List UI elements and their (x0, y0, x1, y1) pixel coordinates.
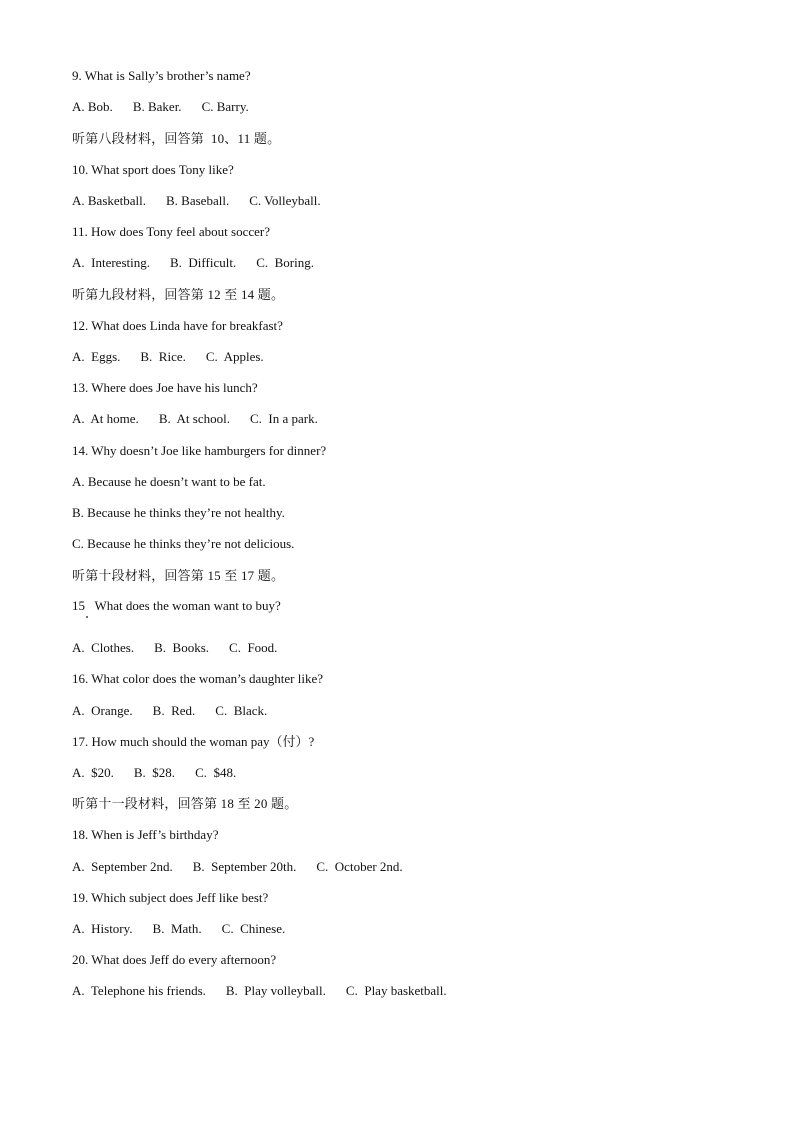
question-text: 11. How does Tony feel about soccer? (72, 224, 271, 239)
question-text: 20. What does Jeff do every afternoon? (72, 952, 277, 967)
answer-option: A. Interesting. (72, 255, 150, 270)
answer-option: B. $28. (133, 765, 176, 780)
answer-option: A. Basketball. (72, 193, 147, 208)
answer-options (72, 703, 267, 719)
answer-options (72, 921, 285, 937)
answer-option: A. At home. (72, 411, 139, 426)
answer-option: C. Boring. (256, 255, 314, 270)
answer-options (72, 640, 277, 656)
answer-option: A. Eggs. (72, 349, 121, 364)
answer-option: B. At school. (158, 411, 230, 426)
answer-options (72, 349, 264, 365)
question-text: 14. Why doesn’t Joe like hamburgers for dinner? (72, 443, 327, 458)
answer-option: A. Telephone his friends. (72, 983, 206, 998)
answer-options (72, 765, 236, 781)
answer-option: B. Baker. (132, 99, 182, 114)
question-text: 18. When is Jeff’s birthday? (72, 827, 219, 842)
question-text: 19. Which subject does Jeff like best? (72, 890, 269, 905)
answer-option: B. Baseball. (166, 193, 230, 208)
answer-option: B. Difficult. (169, 255, 237, 270)
question-text: 13. Where does Joe have his lunch? (72, 380, 258, 395)
answer-option: B. Math. (152, 921, 202, 936)
question-text: B. Because he thinks they’re not healthy. (72, 505, 285, 520)
answer-option: C. $48. (195, 765, 237, 780)
answer-option: C. Chinese. (221, 921, 286, 936)
question-text: 9. What is Sally’s brother’s name? (72, 68, 251, 83)
question-text: 16. What color does the woman’s daughter like? (72, 671, 324, 686)
answer-option: C. Apples. (205, 349, 264, 364)
answer-option: A. Bob. (72, 99, 113, 114)
question-text: 15 What does the woman want to buy? (72, 598, 281, 613)
answer-options (72, 983, 447, 999)
question-text: 10. What sport does Tony like? (72, 162, 234, 177)
answer-options (72, 859, 403, 875)
answer-option: B. Play volleyball. (225, 983, 326, 998)
question-text: C. Because he thinks they’re not delicious. (72, 536, 295, 551)
answer-option: B. Red. (152, 703, 196, 718)
answer-option: A. Orange. (72, 703, 133, 718)
section-heading: 听第八段材料，回答第 10、11 题。 (72, 131, 281, 146)
question-text: A. Because he doesn’t want to be fat. (72, 474, 266, 489)
section-heading: 听第十段材料，回答第 15 至 17 题。 (72, 568, 285, 583)
answer-options (72, 193, 321, 209)
answer-options (72, 411, 318, 427)
answer-option: C. Volleyball. (249, 193, 321, 208)
answer-option: A. September 2nd. (72, 859, 173, 874)
answer-options (72, 255, 314, 271)
question-text: 17. How much should the woman pay（付）? (72, 734, 315, 749)
answer-option: C. Barry. (201, 99, 249, 114)
question-text: 12. What does Linda have for breakfast? (72, 318, 283, 333)
answer-option: C. Play basketball. (345, 983, 447, 998)
answer-option: B. Books. (154, 640, 210, 655)
stray-mark (86, 616, 88, 618)
section-heading: 听第九段材料，回答第 12 至 14 题。 (72, 287, 285, 302)
answer-option: A. Clothes. (72, 640, 135, 655)
answer-option: A. History. (72, 921, 133, 936)
section-heading: 听第十一段材料，回答第 18 至 20 题。 (72, 796, 298, 811)
answer-option: C. In a park. (249, 411, 318, 426)
answer-option: B. Rice. (140, 349, 186, 364)
answer-option: A. $20. (72, 765, 114, 780)
answer-option: C. October 2nd. (316, 859, 403, 874)
answer-option: B. September 20th. (192, 859, 297, 874)
answer-option: C. Black. (215, 703, 268, 718)
answer-option: C. Food. (229, 640, 278, 655)
answer-options (72, 99, 249, 115)
